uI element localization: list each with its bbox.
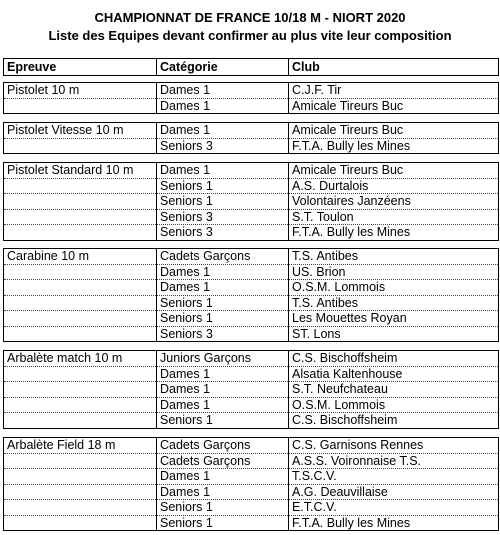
epreuve-cell: [4, 264, 157, 280]
header-table: [3, 58, 499, 76]
categorie-cell: Seniors 1: [157, 194, 289, 210]
epreuve-cell: [4, 469, 157, 485]
club-cell: O.S.M. Lommois: [289, 397, 499, 413]
group-table: [3, 122, 499, 154]
table-row: [4, 453, 499, 469]
categorie-cell: Dames 1: [157, 366, 289, 382]
club-cell: F.T.A. Bully les Mines: [289, 515, 499, 531]
epreuve-cell: [4, 98, 157, 114]
categorie-cell: Dames 1: [157, 469, 289, 485]
club-cell: A.S.S. Voironnaise T.S.: [289, 453, 499, 469]
epreuve-cell: Carabine 10 m: [4, 249, 157, 265]
club-cell: T.S. Antibes: [289, 295, 499, 311]
header-categorie: Catégorie: [157, 59, 289, 76]
table-row: [4, 366, 499, 382]
categorie-cell: Dames 1: [157, 484, 289, 500]
epreuve-cell: Pistolet 10 m: [4, 83, 157, 99]
club-cell: C.S. Garnisons Rennes: [289, 438, 499, 454]
club-cell: A.S. Durtalois: [289, 178, 499, 194]
epreuve-cell: [4, 366, 157, 382]
categorie-cell: Dames 1: [157, 98, 289, 114]
epreuve-cell: [4, 194, 157, 210]
categorie-cell: Juniors Garçons: [157, 351, 289, 367]
club-cell: T.S.C.V.: [289, 469, 499, 485]
categorie-cell: Cadets Garçons: [157, 453, 289, 469]
club-cell: Volontaires Janzéens: [289, 194, 499, 210]
categorie-cell: Seniors 1: [157, 295, 289, 311]
categorie-cell: Seniors 1: [157, 178, 289, 194]
categorie-cell: Seniors 3: [157, 225, 289, 241]
group-table: [3, 437, 499, 531]
categorie-cell: Seniors 1: [157, 500, 289, 516]
group-table: [3, 82, 499, 114]
epreuve-cell: [4, 413, 157, 429]
club-cell: Amicale Tireurs Buc: [289, 123, 499, 139]
table-row: [4, 397, 499, 413]
club-cell: S.T. Neufchateau: [289, 382, 499, 398]
document-title: CHAMPIONNAT DE FRANCE 10/18 M - NIORT 2020: [94, 10, 406, 25]
categorie-cell: Dames 1: [157, 382, 289, 398]
club-cell: Alsatia Kaltenhouse: [289, 366, 499, 382]
categorie-cell: Seniors 1: [157, 515, 289, 531]
club-cell: Les Mouettes Royan: [289, 311, 499, 327]
epreuve-cell: [4, 311, 157, 327]
club-cell: F.T.A. Bully les Mines: [289, 138, 499, 154]
categorie-cell: Seniors 3: [157, 209, 289, 225]
epreuve-cell: Arbalète match 10 m: [4, 351, 157, 367]
club-cell: O.S.M. Lommois: [289, 280, 499, 296]
epreuve-cell: [4, 138, 157, 154]
epreuve-cell: [4, 280, 157, 296]
epreuve-cell: [4, 209, 157, 225]
table-row: [4, 264, 499, 280]
club-cell: C.J.F. Tir: [289, 83, 499, 99]
epreuve-cell: [4, 397, 157, 413]
club-cell: A.G. Deauvillaise: [289, 484, 499, 500]
table-row: [4, 413, 499, 429]
table-row: [4, 500, 499, 516]
categorie-cell: Dames 1: [157, 83, 289, 99]
table-row: [4, 123, 499, 139]
epreuve-cell: Arbalète Field 18 m: [4, 438, 157, 454]
table-row: [4, 83, 499, 99]
document-subtitle: Liste des Equipes devant confirmer au plus vite leur composition: [48, 28, 452, 43]
table-row: [4, 98, 499, 114]
epreuve-cell: [4, 515, 157, 531]
club-cell: E.T.C.V.: [289, 500, 499, 516]
club-cell: Amicale Tireurs Buc: [289, 163, 499, 179]
categorie-cell: Dames 1: [157, 163, 289, 179]
epreuve-cell: Pistolet Standard 10 m: [4, 163, 157, 179]
categorie-cell: Seniors 3: [157, 326, 289, 342]
club-cell: F.T.A. Bully les Mines: [289, 225, 499, 241]
epreuve-cell: [4, 484, 157, 500]
table-row: [4, 225, 499, 241]
table-row: [4, 484, 499, 500]
club-cell: US. Brion: [289, 264, 499, 280]
table-row: [4, 326, 499, 342]
categorie-cell: Dames 1: [157, 397, 289, 413]
epreuve-cell: [4, 178, 157, 194]
club-cell: C.S. Bischoffsheim: [289, 413, 499, 429]
club-cell: ST. Lons: [289, 326, 499, 342]
categorie-cell: Dames 1: [157, 123, 289, 139]
categorie-cell: Cadets Garçons: [157, 438, 289, 454]
header-epreuve: Epreuve: [4, 59, 157, 76]
epreuve-cell: [4, 225, 157, 241]
group-table: [3, 162, 499, 241]
group-table: [3, 350, 499, 429]
table-row: [4, 469, 499, 485]
table-row: [4, 249, 499, 265]
epreuve-cell: [4, 295, 157, 311]
club-cell: C.S. Bischoffsheim: [289, 351, 499, 367]
table-row: [4, 280, 499, 296]
club-cell: T.S. Antibes: [289, 249, 499, 265]
categorie-cell: Seniors 1: [157, 311, 289, 327]
table-row: [4, 311, 499, 327]
epreuve-cell: [4, 500, 157, 516]
categorie-cell: Cadets Garçons: [157, 249, 289, 265]
epreuve-cell: Pistolet Vitesse 10 m: [4, 123, 157, 139]
group-table: [3, 248, 499, 342]
table-row: [4, 438, 499, 454]
header-row: [4, 59, 499, 76]
categorie-cell: Dames 1: [157, 280, 289, 296]
table-row: [4, 351, 499, 367]
categorie-cell: Seniors 1: [157, 413, 289, 429]
table-row: [4, 194, 499, 210]
table-row: [4, 163, 499, 179]
table-row: [4, 382, 499, 398]
epreuve-cell: [4, 453, 157, 469]
club-cell: Amicale Tireurs Buc: [289, 98, 499, 114]
header-club: Club: [289, 59, 499, 76]
epreuve-cell: [4, 382, 157, 398]
table-row: [4, 295, 499, 311]
table-row: [4, 515, 499, 531]
categorie-cell: Seniors 3: [157, 138, 289, 154]
club-cell: S.T. Toulon: [289, 209, 499, 225]
epreuve-cell: [4, 326, 157, 342]
categorie-cell: Dames 1: [157, 264, 289, 280]
table-row: [4, 209, 499, 225]
table-row: [4, 178, 499, 194]
table-row: [4, 138, 499, 154]
